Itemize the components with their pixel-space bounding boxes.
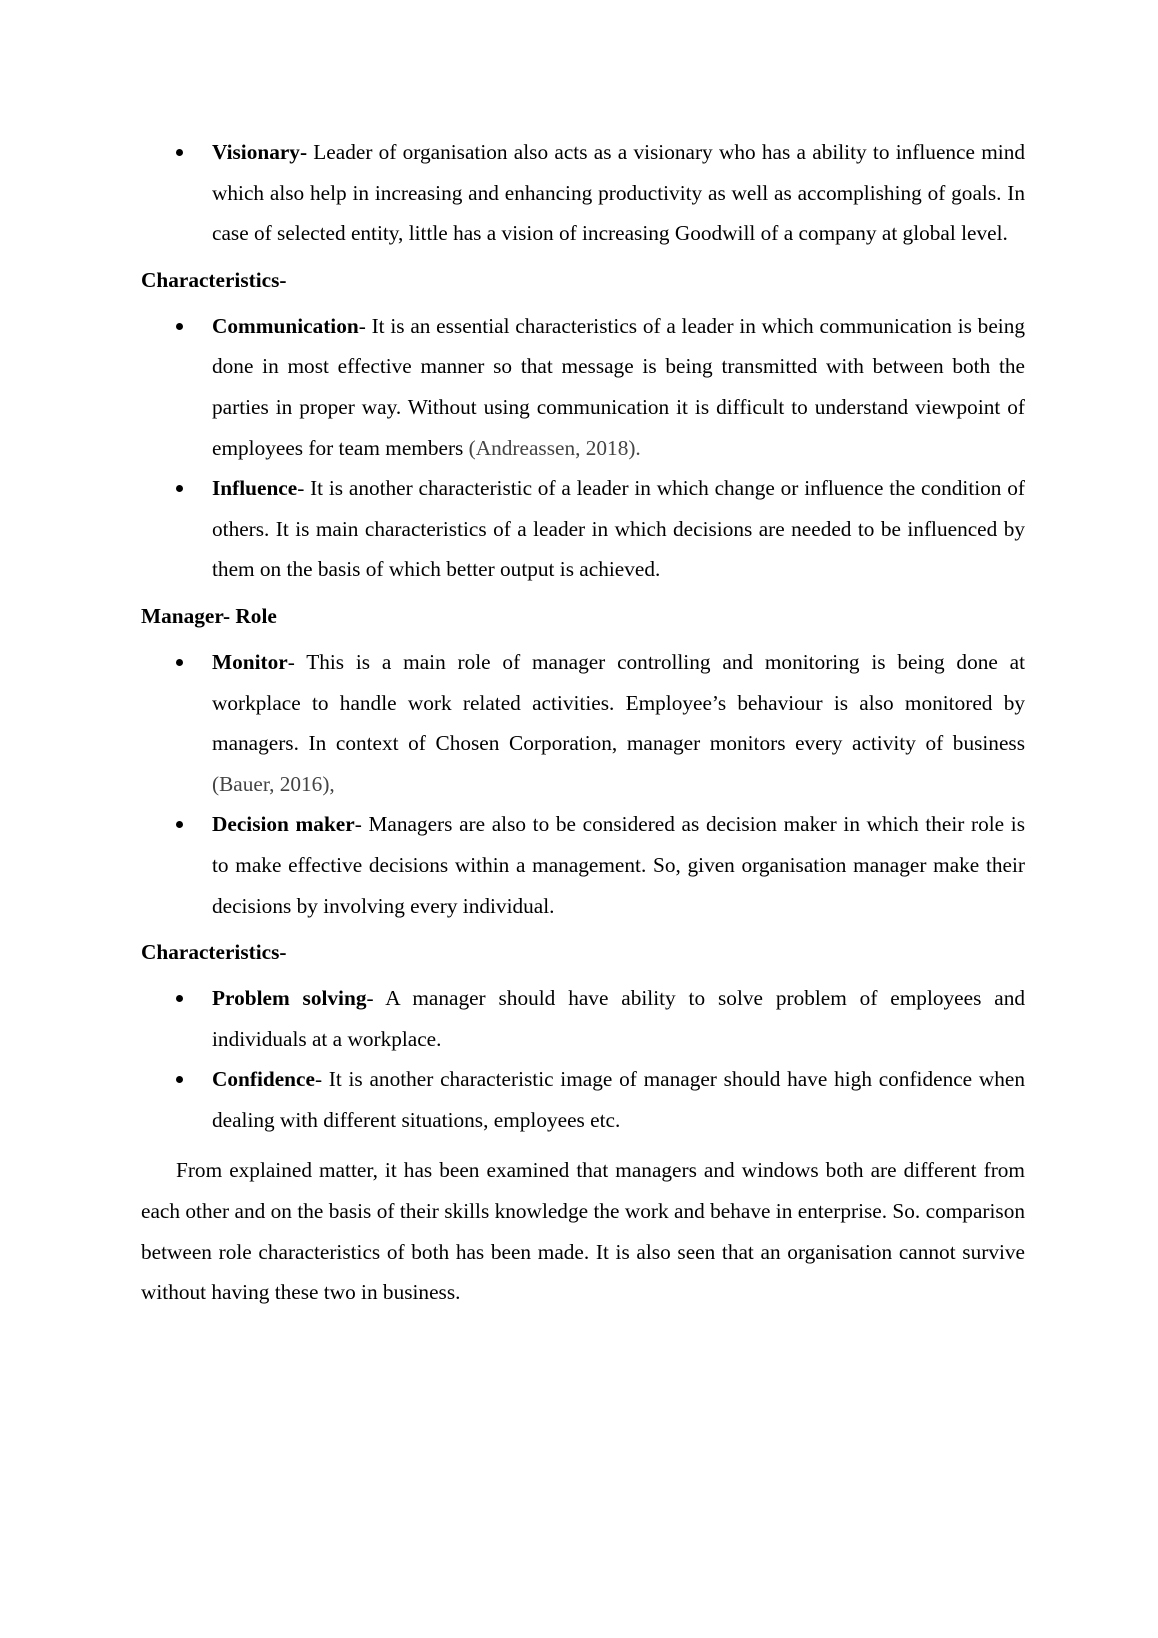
item-text: - It is another characteristic of a leader in which change or influence the condition of others. It is main characteristics of a leader in which decisions are needed to be influenced by them on the basis of which better output is achieved.: [212, 476, 1025, 582]
item-term: Visionary-: [212, 140, 308, 164]
item-text: - Managers are also to be considered as decision maker in which their role is to make effective decisions within a management. So, given organisation manager make their decisions by involving every individual.: [212, 812, 1025, 918]
list-item: [141, 306, 1025, 468]
bullet-icon: [176, 149, 183, 156]
bullet-icon: [176, 485, 183, 492]
bullet-icon: [176, 323, 183, 330]
list-item: [141, 978, 1025, 1059]
citation: (Bauer, 2016),: [212, 771, 335, 796]
item-text: - It is an essential characteristics of a leader in which communication is being done in most effective manner so that message is being transmitted with between both the parties in proper way. Without using communication it is difficult to understand viewpoint of employees for team members: [212, 313, 1025, 460]
leader-characteristics-list: [141, 306, 1025, 590]
list-item: [141, 468, 1025, 590]
bullet-icon: [176, 659, 183, 666]
item-term: Decision maker: [212, 812, 355, 837]
list-item: [141, 642, 1025, 804]
manager-characteristics-list: [141, 978, 1025, 1140]
section-heading-manager-role: Manager- Role: [141, 603, 277, 628]
list-item: [141, 804, 1025, 926]
bullet-icon: [176, 1076, 183, 1083]
item-text: - It is another characteristic image of manager should have high confidence when dealing with different situations, employees etc.: [212, 1067, 1025, 1132]
section-heading-manager-characteristics: Characteristics-: [141, 940, 287, 965]
item-term: Influence: [212, 476, 298, 501]
document-page: [141, 132, 1025, 1313]
bullet-icon: [176, 995, 183, 1002]
list-item: [141, 1059, 1025, 1140]
item-text: - This is a main role of manager controlling and monitoring is being done at workplace to handle work related activities. Employee’s behaviour is also monitored by managers. In context of Chosen Corporation, manager monitors every activity of business: [212, 649, 1025, 756]
section-heading-leader-characteristics: Characteristics-: [141, 267, 287, 292]
conclusion-paragraph: From explained matter, it has been examined that managers and windows both are different from each other and on the basis of their skills knowledge the work and behave in enterprise. So. comparison between role characteristics of both has been made. It is also seen that an organisation cannot survive without having these two in business.: [141, 1158, 1025, 1305]
leader-role-list: [141, 132, 1025, 254]
list-item: [141, 132, 1025, 254]
item-text: Leader of organisation also acts as a visionary who has a ability to influence mind which also help in increasing and enhancing productivity as well as accomplishing of goals. In case of selected entity, little has a vision of increasing Goodwill of a company at global level.: [212, 140, 1025, 246]
item-term: Problem solving: [212, 986, 367, 1011]
citation: (Andreassen, 2018).: [468, 435, 641, 460]
item-term: Communication: [212, 313, 359, 338]
item-text: - A manager should have ability to solve problem of employees and individuals at a workplace.: [212, 986, 1025, 1051]
bullet-icon: [176, 821, 183, 828]
manager-role-list: [141, 642, 1025, 926]
item-term: Monitor: [212, 649, 288, 674]
item-term: Confidence: [212, 1067, 315, 1092]
